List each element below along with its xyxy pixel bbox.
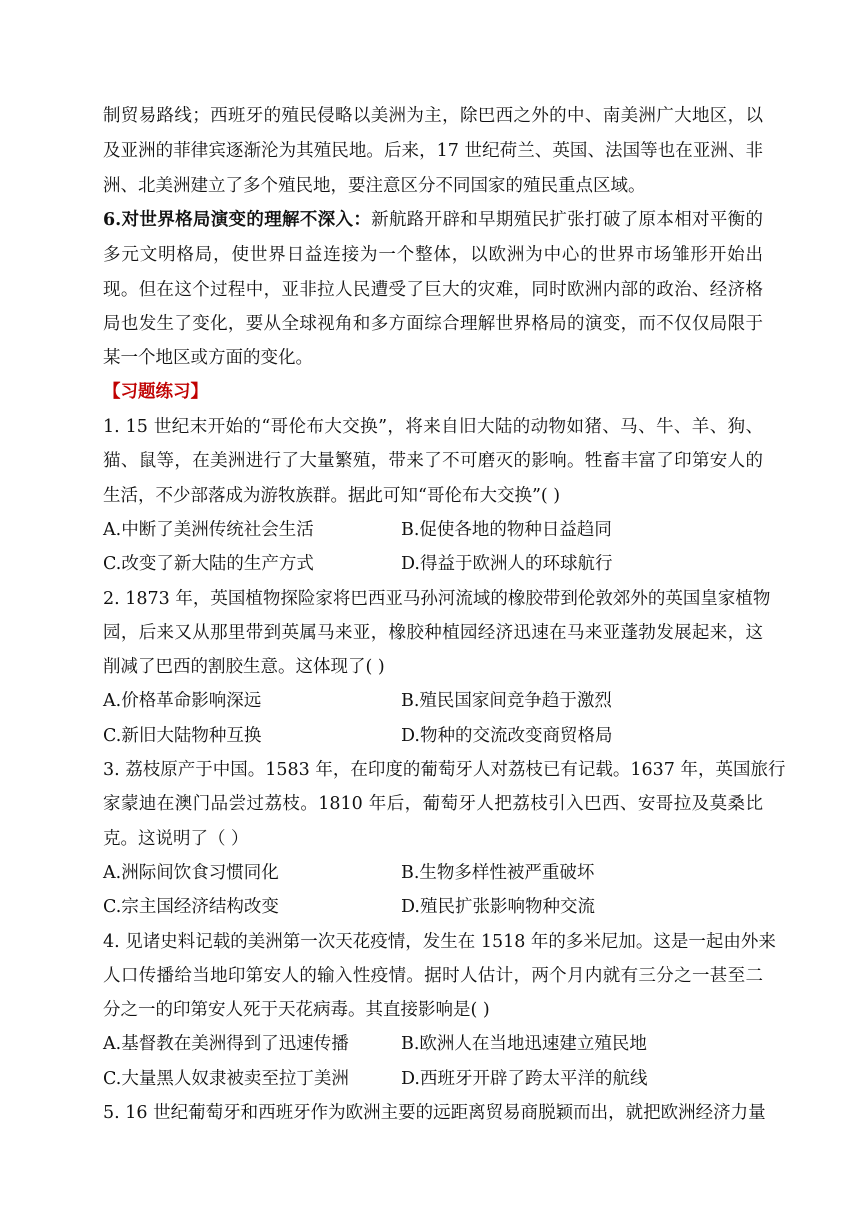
question-1-line: 猫、鼠等，在美洲进行了大量繁殖，带来了不可磨灭的影响。牲畜丰富了印第安人的 bbox=[103, 451, 763, 471]
option-c: C.改变了新大陆的生产方式 bbox=[103, 554, 314, 574]
option-c: C.宗主国经济结构改变 bbox=[103, 897, 279, 917]
question-2-line: 削减了巴西的割胶生意。这体现了( ) bbox=[103, 657, 385, 677]
question-4-options-row bbox=[103, 1033, 763, 1055]
point6-first-line bbox=[103, 209, 763, 231]
question-4-line: 人口传播给当地印第安人的输入性疫情。据时人估计，两个月内就有三分之一甚至二 bbox=[103, 966, 763, 986]
question-3-line: 3. 荔枝原产于中国。1583 年，在印度的葡萄牙人对荔枝已有记载。1637 年，英国旅行 bbox=[103, 760, 786, 780]
option-d: D.西班牙开辟了跨太平洋的航线 bbox=[401, 1069, 648, 1089]
question-2-options-row bbox=[103, 725, 763, 747]
option-a: A.价格革命影响深远 bbox=[103, 691, 262, 711]
question-1-options-row bbox=[103, 519, 763, 541]
intro-line: 洲、北美洲建立了多个殖民地，要注意区分不同国家的殖民重点区域。 bbox=[103, 176, 646, 196]
option-a: A.基督教在美洲得到了迅速传播 bbox=[103, 1034, 349, 1054]
intro-line: 及亚洲的菲律宾逐渐沦为其殖民地。后来，17 世纪荷兰、英国、法国等也在亚洲、非 bbox=[103, 141, 763, 161]
question-3-line: 克。这说明了（ ） bbox=[103, 829, 249, 849]
question-4-line: 分之一的印第安人死于天花病毒。其直接影响是( ) bbox=[103, 1000, 490, 1020]
point6-line: 多元文明格局，使世界日益连接为一个整体，以欧洲为中心的世界市场雏形开始出 bbox=[103, 245, 763, 265]
option-c: C.新旧大陆物种互换 bbox=[103, 726, 262, 746]
question-4-options-row bbox=[103, 1068, 763, 1090]
question-3-options-row bbox=[103, 896, 763, 918]
option-b: B.殖民国家间竞争趋于激烈 bbox=[401, 691, 612, 711]
question-1-line: 1. 15 世纪末开始的“哥伦布大交换”，将来自旧大陆的动物如猪、马、牛、羊、狗、 bbox=[103, 417, 763, 437]
question-4-line: 4. 见诸史料记载的美洲第一次天花疫情，发生在 1518 年的多米尼加。这是一起由外来 bbox=[103, 932, 776, 952]
question-2-options-row bbox=[103, 690, 763, 712]
question-2-line: 2. 1873 年，英国植物探险家将巴西亚马孙河流域的橡胶带到伦敦郊外的英国皇家植物 bbox=[103, 589, 771, 609]
question-3-line: 家蒙迪在澳门品尝过荔枝。1810 年后，葡萄牙人把荔枝引入巴西、安哥拉及莫桑比 bbox=[103, 794, 763, 814]
point6-line: 现。但在这个过程中，亚非拉人民遭受了巨大的灾难，同时欧洲内部的政治、经济格 bbox=[103, 280, 763, 300]
question-1-line: 生活，不少部落成为游牧族群。据此可知“哥伦布大交换”( ) bbox=[103, 486, 561, 506]
option-d: D.殖民扩张影响物种交流 bbox=[401, 897, 595, 917]
option-d: D.得益于欧洲人的环球航行 bbox=[401, 554, 613, 574]
option-a: A.中断了美洲传统社会生活 bbox=[103, 520, 314, 540]
point6-text: 新航路开辟和早期殖民扩张打破了原本相对平衡的 bbox=[371, 210, 763, 230]
question-2-line: 园，后来又从那里带到英属马来亚，橡胶种植园经济迅速在马来亚蓬勃发展起来，这 bbox=[103, 623, 763, 643]
question-3-options-row bbox=[103, 862, 763, 884]
option-d: D.物种的交流改变商贸格局 bbox=[401, 726, 613, 746]
point6-title: 6.对世界格局演变的理解不深入： bbox=[103, 210, 372, 230]
option-a: A.洲际间饮食习惯同化 bbox=[103, 863, 279, 883]
option-b: B.生物多样性被严重破坏 bbox=[401, 863, 595, 883]
option-b: B.欧洲人在当地迅速建立殖民地 bbox=[401, 1034, 647, 1054]
question-5-line: 5. 16 世纪葡萄牙和西班牙作为欧洲主要的远距离贸易商脱颖而出，就把欧洲经济力量 bbox=[103, 1103, 766, 1123]
section-heading: 【习题练习】 bbox=[103, 382, 208, 402]
intro-line: 制贸易路线；西班牙的殖民侵略以美洲为主，除巴西之外的中、南美洲广大地区，以 bbox=[103, 106, 763, 126]
question-1-options-row bbox=[103, 553, 763, 575]
point6-line: 某一个地区或方面的变化。 bbox=[103, 348, 313, 368]
point6-line: 局也发生了变化，要从全球视角和多方面综合理解世界格局的演变，而不仅仅局限于 bbox=[103, 314, 763, 334]
option-c: C.大量黑人奴隶被卖至拉丁美洲 bbox=[103, 1069, 349, 1089]
option-b: B.促使各地的物种日益趋同 bbox=[401, 520, 612, 540]
